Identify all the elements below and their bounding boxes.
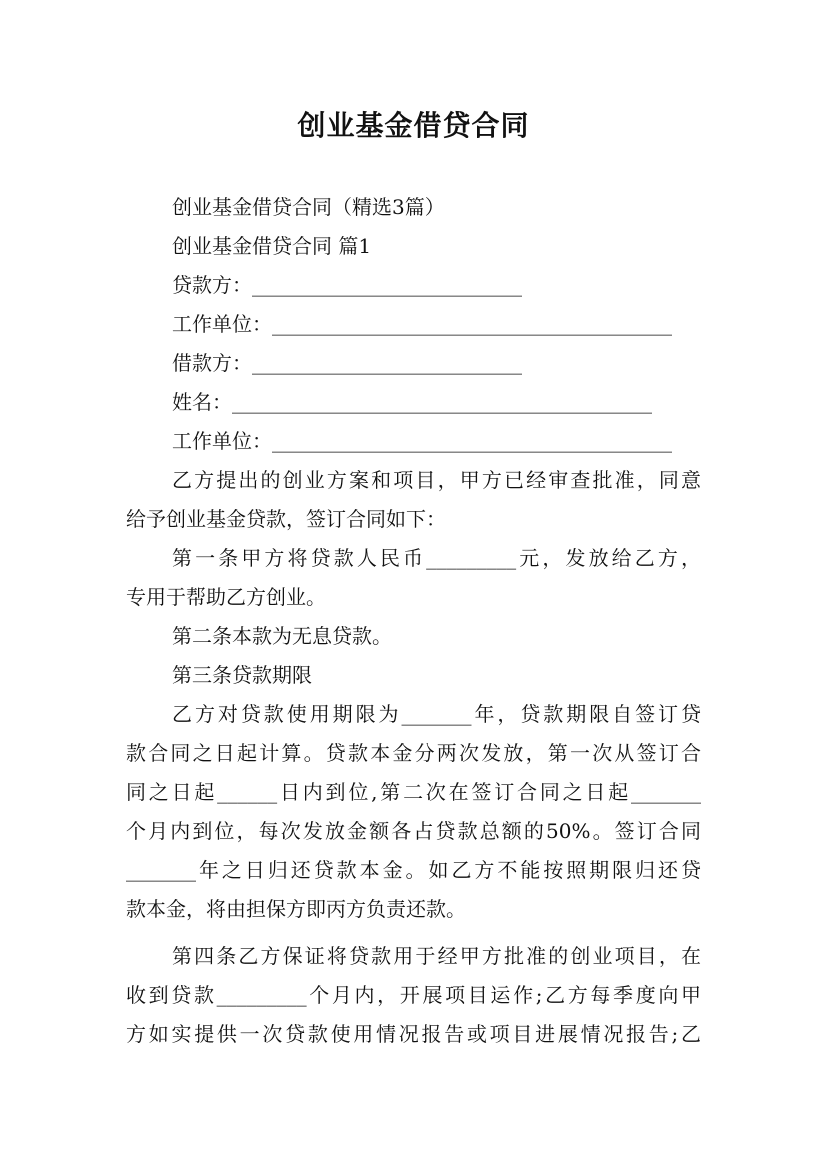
field-lender: 贷款方：___________________________ <box>172 273 522 297</box>
paragraph-line: 方如实提供一次贷款使用情况报告或项目进展情况报告;乙 <box>126 1022 701 1046</box>
paragraph-line: 款本金，将由担保方即丙方负责还款。 <box>126 897 466 921</box>
document-title: 创业基金借贷合同 <box>297 109 530 142</box>
paragraph-line: 个月内到位，每次发放金额各占贷款总额的50%。签订合同 <box>126 819 701 843</box>
paragraph-article-3-heading <box>126 656 701 695</box>
paragraph-line: 第三条贷款期限 <box>172 663 312 687</box>
paragraph-line: 第一条甲方将贷款人民币_________元，发放给乙方， <box>172 546 701 570</box>
paragraph-line: 给予创业基金贷款，签订合同如下： <box>126 507 446 531</box>
paragraph-line: 乙方提出的创业方案和项目，甲方已经审查批准，同意 <box>172 468 701 492</box>
paragraph-line: 专用于帮助乙方创业。 <box>126 585 326 609</box>
field-borrower-workplace: 工作单位：________________________________________ <box>172 429 672 453</box>
paragraph-line: 乙方对贷款使用期限为_______年，贷款期限自签订贷 <box>172 702 701 726</box>
paragraph-line: _______年之日归还贷款本金。如乙方不能按照期限归还贷 <box>126 858 701 882</box>
paragraph-article-1 <box>126 539 701 617</box>
paragraph-line: 第四条乙方保证将贷款用于经甲方批准的创业项目，在 <box>172 944 701 968</box>
paragraph-line: 收到贷款_________个月内，开展项目运作;乙方每季度向甲 <box>126 983 701 1007</box>
section-heading: 创业基金借贷合同 篇1 <box>172 234 372 258</box>
paragraph-article-4 <box>126 937 701 1054</box>
paragraph-article-2 <box>126 617 701 656</box>
paragraph-article-3-body <box>126 695 701 929</box>
field-borrower: 借款方：___________________________ <box>172 351 522 375</box>
field-name: 姓名：__________________________________________ <box>172 390 652 414</box>
document-body <box>126 188 701 1054</box>
paragraph-intro <box>126 461 701 539</box>
subtitle: 创业基金借贷合同（精选3篇） <box>172 195 445 219</box>
paragraph-line: 第二条本款为无息贷款。 <box>172 624 392 648</box>
paragraph-line: 款合同之日起计算。贷款本金分两次发放，第一次从签订合 <box>126 741 701 765</box>
paragraph-line: 同之日起______日内到位,第二次在签订合同之日起_______ <box>126 780 701 804</box>
field-lender-workplace: 工作单位：________________________________________ <box>172 312 672 336</box>
